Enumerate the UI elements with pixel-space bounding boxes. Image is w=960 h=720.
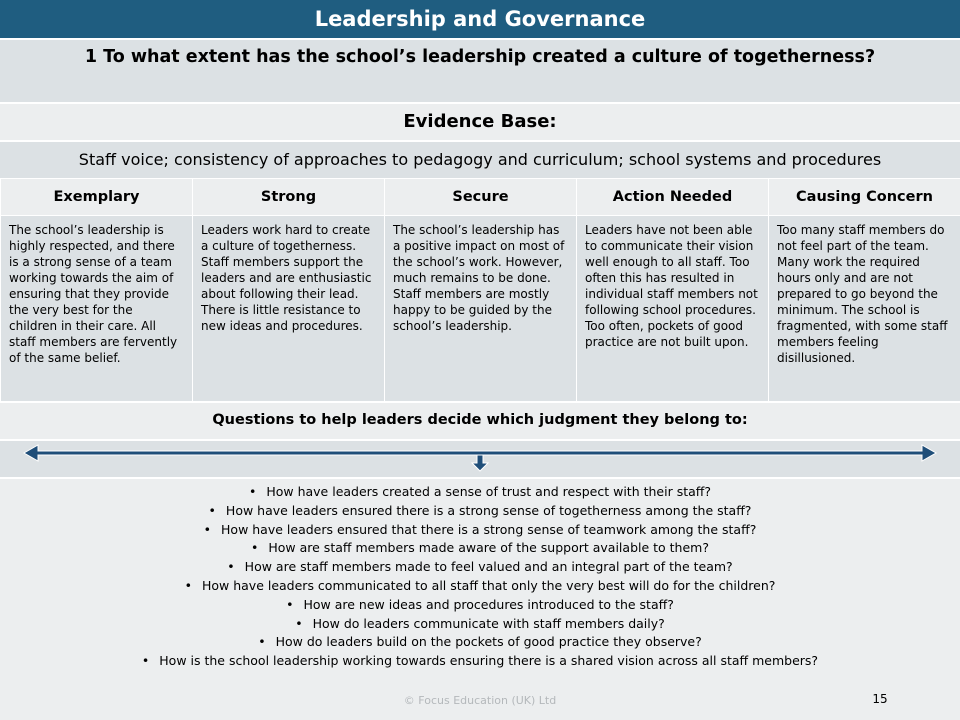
judgement-header-row: [1, 179, 960, 216]
header-strong: Strong: [193, 179, 385, 216]
description-exemplary: The school’s leadership is highly respected, and there is a strong sense of a team working towards the aim of ensuring that they provide the very best for the children in their care. All staff members are fervently of the same belief.: [1, 216, 193, 415]
down-arrow-icon: [472, 455, 488, 471]
list-item: • How are staff members made aware of the support available to them?: [0, 539, 960, 558]
list-item: • How have leaders ensured there is a strong sense of togetherness among the staff?: [0, 502, 960, 521]
questions-list: [0, 479, 960, 671]
evidence-base-heading: Evidence Base:: [0, 102, 960, 140]
list-item: • How have leaders communicated to all staff that only the very best will do for the children?: [0, 577, 960, 596]
header-action-needed: Action Needed: [577, 179, 769, 216]
list-item: • How do leaders communicate with staff members daily?: [0, 615, 960, 634]
judgement-scale-row: [0, 439, 960, 477]
description-causing-concern: Too many staff members do not feel part of the team. Many work the required hours only and are not prepared to go beyond the minimum. The school is fragmented, with some staff members feeling disillusioned.: [769, 216, 960, 415]
header-causing-concern: Causing Concern: [769, 179, 960, 216]
list-item: • How is the school leadership working towards ensuring there is a shared vision across all staff members?: [0, 652, 960, 671]
key-question: 1 To what extent has the school’s leadership created a culture of togetherness?: [0, 38, 960, 102]
description-secure: The school’s leadership has a positive impact on most of the school’s work. However, much remains to be done. Staff members are mostly happy to be guided by the school’s leadership.: [385, 216, 577, 415]
list-item: • How have leaders ensured that there is a strong sense of teamwork among the staff?: [0, 521, 960, 540]
list-item: • How do leaders build on the pockets of good practice they observe?: [0, 633, 960, 652]
questions-panel: [0, 477, 960, 720]
list-item: • How are new ideas and procedures introduced to the staff?: [0, 596, 960, 615]
evidence-base-text: Staff voice; consistency of approaches to pedagogy and curriculum; school systems and procedures: [0, 140, 960, 178]
copyright-footer: © Focus Education (UK) Ltd: [403, 694, 557, 707]
page-title: Leadership and Governance: [0, 0, 960, 38]
description-strong: Leaders work hard to create a culture of togetherness. Staff members support the leaders and are enthusiastic about following their lead. There is little resistance to new ideas and procedures.: [193, 216, 385, 415]
judgement-description-row: [1, 216, 960, 415]
list-item: • How are staff members made to feel valued and an integral part of the team?: [0, 558, 960, 577]
description-action-needed: Leaders have not been able to communicate their vision well enough to all staff. Too often this has resulted in individual staff members not following school procedures. Too often, pockets of good practice are not built upon.: [577, 216, 769, 415]
page-number: 15: [872, 692, 888, 706]
double-headed-arrow-icon: [0, 441, 960, 479]
list-item: • How have leaders created a sense of trust and respect with their staff?: [0, 483, 960, 502]
questions-heading: Questions to help leaders decide which judgment they belong to:: [0, 401, 960, 439]
judgement-grid: [0, 178, 960, 415]
header-exemplary: Exemplary: [1, 179, 193, 216]
header-secure: Secure: [385, 179, 577, 216]
